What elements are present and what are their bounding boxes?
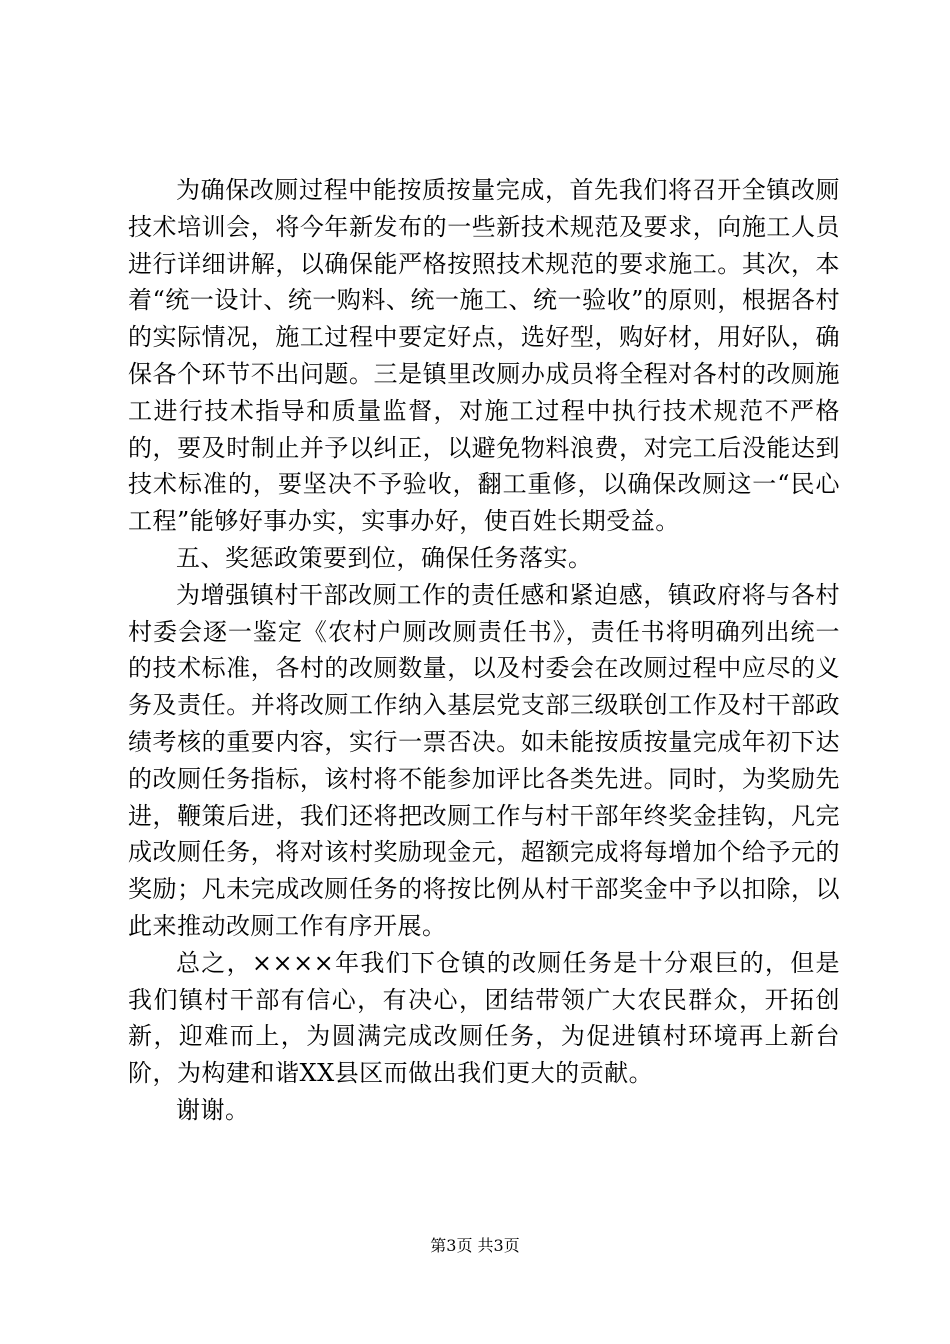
paragraph-responsibility: 为增强镇村干部改厕工作的责任感和紧迫感，镇政府将与各村村委会逐一鉴定《农村户厕改厕责任书》，责任书将明确列出统一的技术标准，各村的改厕数量，以及村委会在改厕过程中应尽的义务及责任。并将改厕工作纳入基层党支部三级联创工作及村干部政绩考核的重要内容，实行一票否决。如未能按质按量完成年初下达的改厕任务指标，该村将不能参加评比各类先进。同时，为奖励先进，鞭策后进，我们还将把改厕工作与村干部年终奖金挂钩，凡完成改厕任务，将对该村奖励现金元，超额完成将每增加个给予元的奖励；凡未完成改厕任务的将按比例从村干部奖金中予以扣除，以此来推动改厕工作有序开展。 [128, 580, 840, 940]
paragraph-construction-quality: 为确保改厕过程中能按质按量完成，首先我们将召开全镇改厕技术培训会，将今年新发布的一些新技术规范及要求，向施工人员进行详细讲解，以确保能严格按照技术规范的要求施工。其次，本着“统一设计、统一购料、统一施工、统一验收”的原则，根据各村的实际情况，施工过程中要定好点，选好型，购好材，用好队，确保各个环节不出问题。三是镇里改厕办成员将全程对各村的改厕施工进行技术指导和质量监督，对施工过程中执行技术规范不严格的，要及时制止并予以纠正，以避免物料浪费，对完工后没能达到技术标准的，要坚决不予验收，翻工重修，以确保改厕这一“民心工程”能够好事办实，实事办好，使百姓长期受益。 [128, 176, 840, 536]
paragraph-thanks: 谢谢。 [176, 1095, 250, 1124]
section-heading-rewards-penalties: 五、奖惩政策要到位，确保任务落实。 [176, 543, 593, 572]
paragraph-conclusion: 总之，××××年我们下仓镇的改厕任务是十分艰巨的，但是我们镇村干部有信心，有决心，团结带领广大农民群众，开拓创新，迎难而上，为圆满完成改厕任务，为促进镇村环境再上新台阶，为构建和谐XX县区而做出我们更大的贡献。 [128, 948, 840, 1088]
document-body [128, 172, 840, 1129]
page-number-footer: 第3页 共3页 [430, 1236, 520, 1255]
